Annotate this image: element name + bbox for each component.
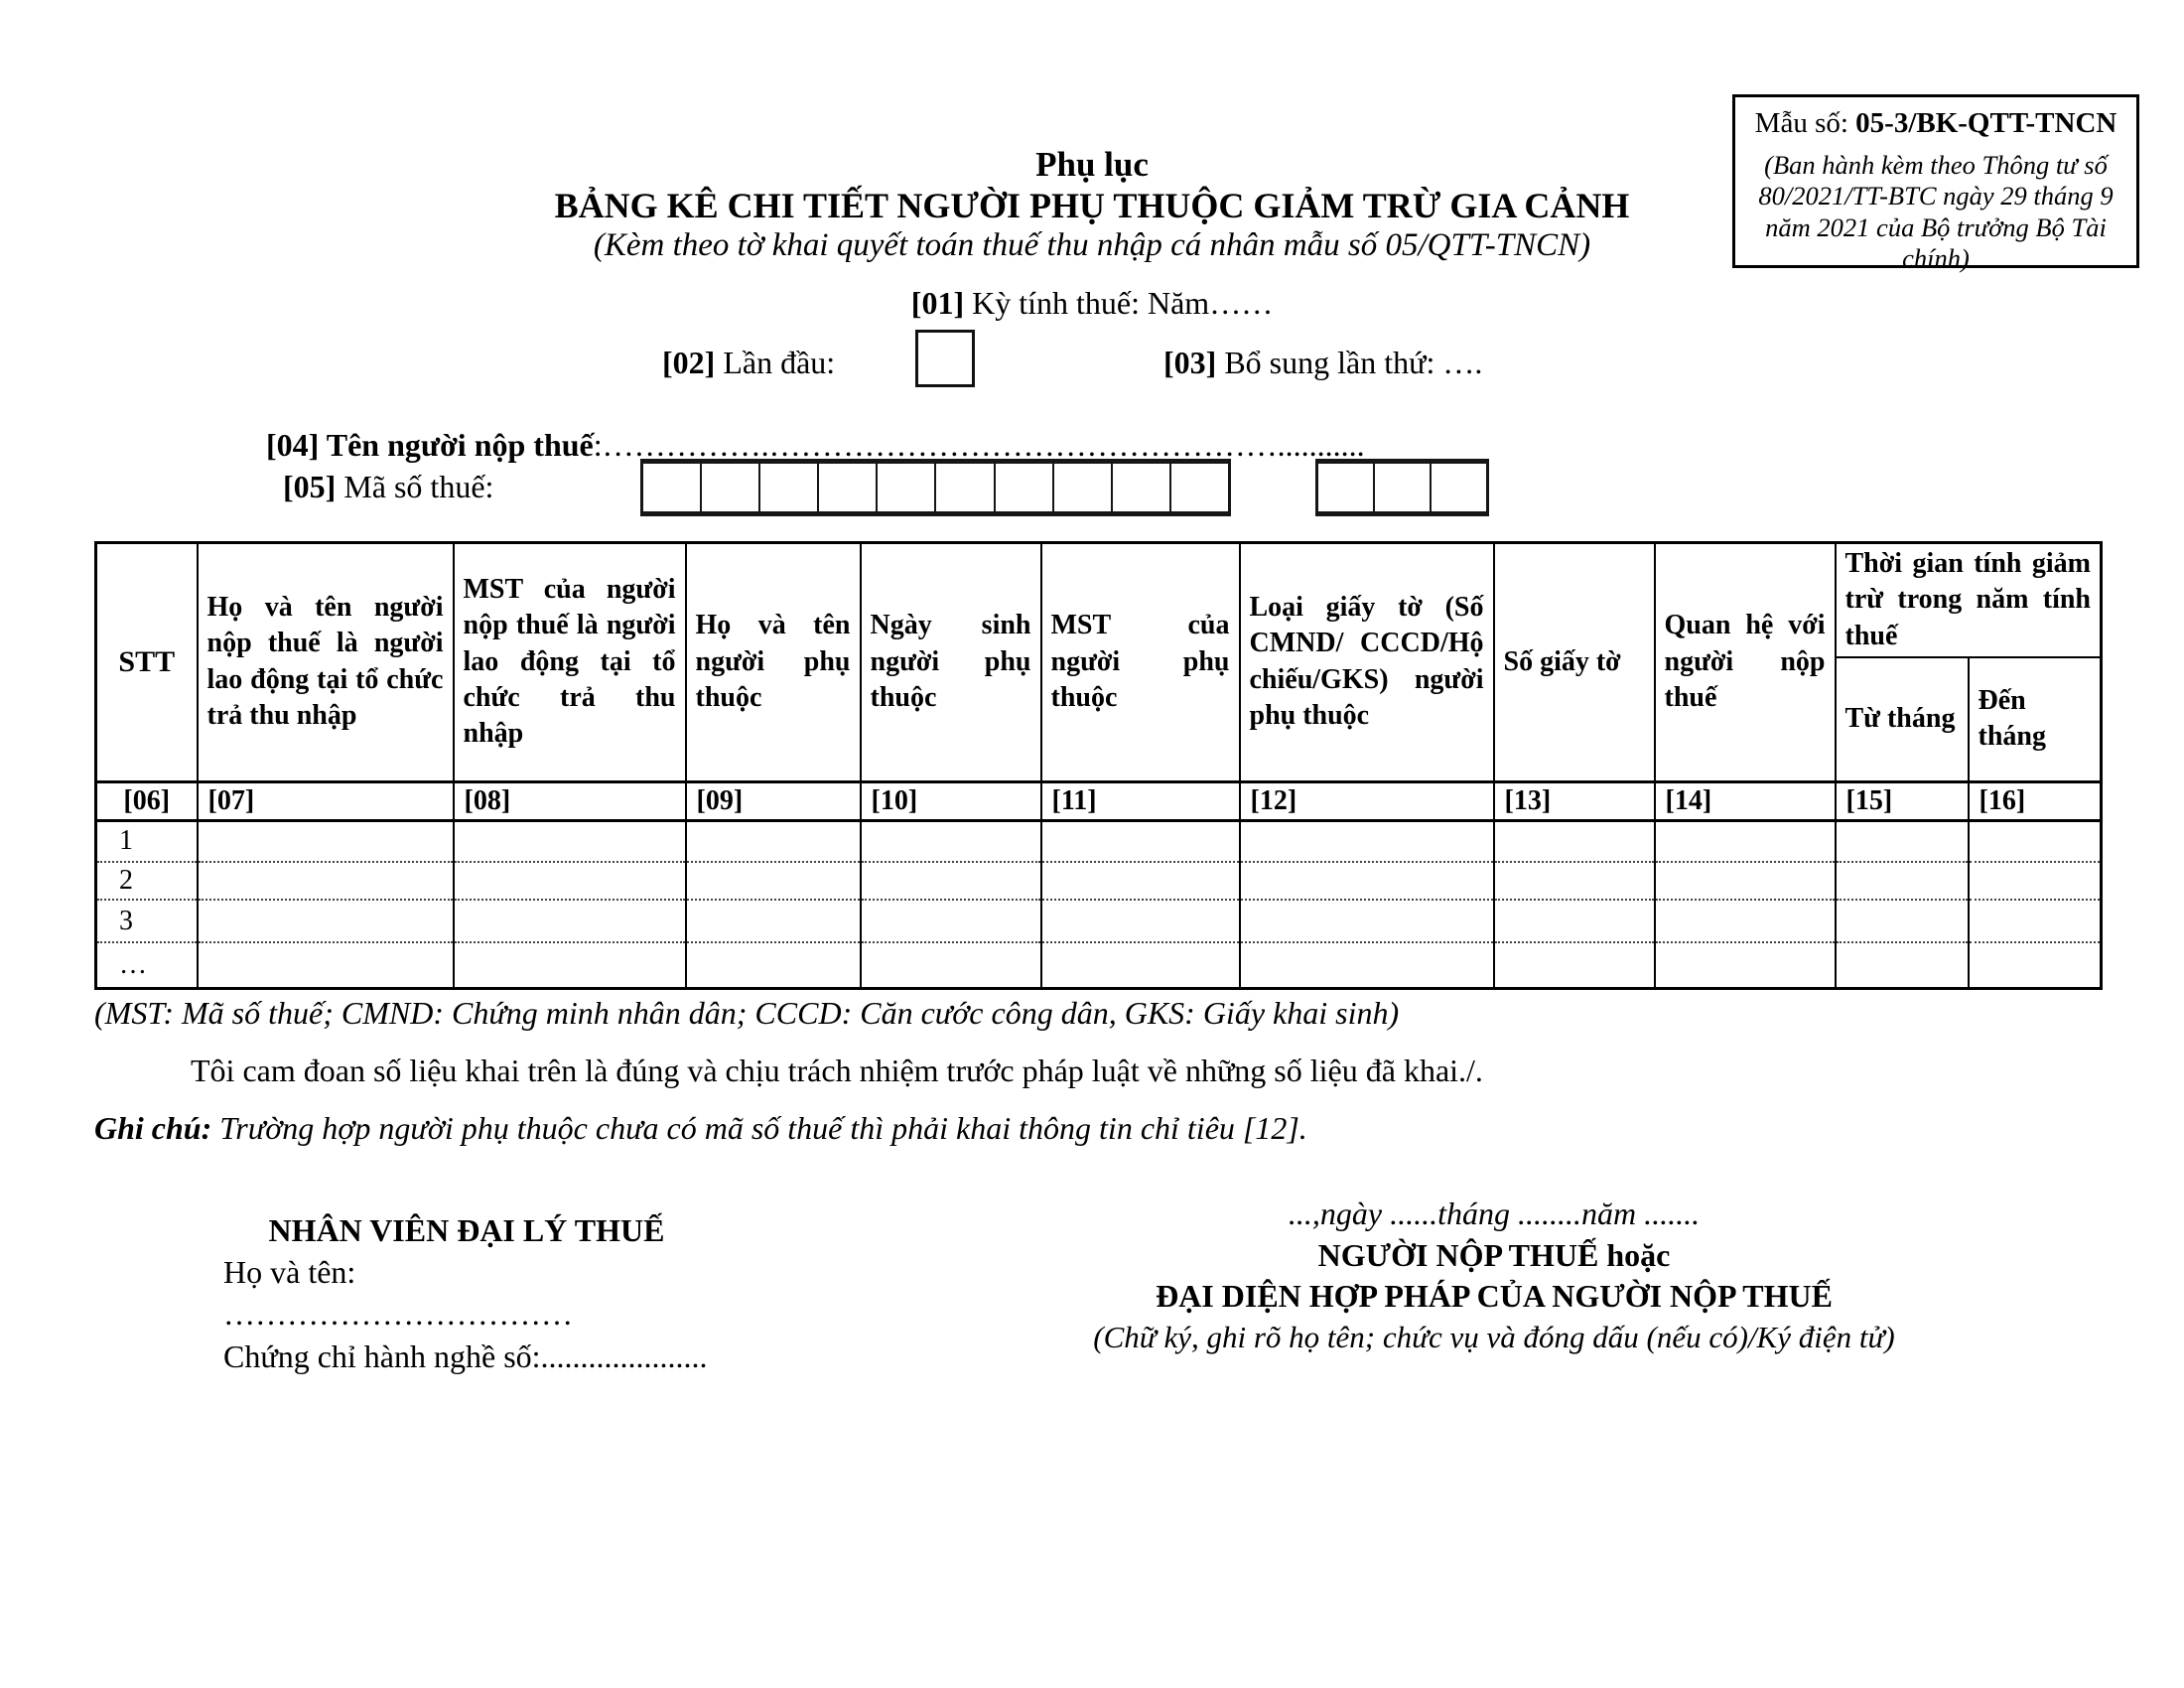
col-header-deduction-period: Thời gian tính giảm trừ trong năm tính thuế — [1836, 543, 2102, 658]
table-row — [96, 820, 2102, 862]
field-05-tax-code — [283, 469, 493, 505]
empty-cell — [454, 820, 686, 862]
tax-id-cell[interactable] — [702, 464, 760, 511]
empty-cell — [861, 820, 1041, 862]
abbreviations-note: (MST: Mã số thuế; CMND: Chứng minh nhân dân; CCCD: Căn cước công dân, GKS: Giấy khai sinh) — [94, 995, 1400, 1031]
tax-agent-title: NHÂN VIÊN ĐẠI LÝ THUẾ — [268, 1212, 665, 1248]
empty-cell — [1240, 942, 1494, 988]
tax-id-cell[interactable] — [1054, 464, 1113, 511]
ghi-chu-label: Ghi chú: — [94, 1110, 212, 1146]
table-row — [96, 900, 2102, 942]
field-03-label: Bổ sung lần thứ: …. — [1216, 345, 1483, 380]
signature-instruction-note: (Chữ ký, ghi rõ họ tên; chức vụ và đóng dấu (nếu có)/Ký điện tử) — [1093, 1319, 1895, 1354]
empty-cell — [1041, 942, 1240, 988]
empty-cell — [1494, 942, 1655, 988]
tax-id-cell[interactable] — [936, 464, 995, 511]
row-number: 2 — [96, 862, 198, 900]
row-number: … — [96, 942, 198, 988]
code-cell: [12] — [1240, 781, 1494, 820]
empty-cell — [686, 900, 861, 942]
empty-cell — [861, 900, 1041, 942]
empty-cell — [1836, 820, 1969, 862]
empty-cell — [1836, 942, 1969, 988]
code-cell: [15] — [1836, 781, 1969, 820]
taxpayer-title-line1: NGƯỜI NỘP THUẾ hoặc — [1317, 1236, 1671, 1273]
page-subtitle: (Kèm theo tờ khai quyết toán thuế thu nhập cá nhân mẫu số 05/QTT-TNCN) — [593, 227, 1591, 263]
field-05-label: Mã số thuế: — [336, 469, 494, 504]
empty-cell — [454, 900, 686, 942]
appendix-heading: Phụ lục — [1035, 145, 1149, 184]
ghi-chu-note — [94, 1110, 1307, 1147]
tax-id-cell[interactable] — [878, 464, 936, 511]
empty-cell — [1240, 900, 1494, 942]
empty-cell — [198, 942, 454, 988]
empty-cell — [1969, 942, 2102, 988]
empty-cell — [1240, 862, 1494, 900]
table-row — [96, 862, 2102, 900]
code-cell: [07] — [198, 781, 454, 820]
field-05-code: [05] — [283, 469, 337, 504]
field-01-label: Kỳ tính thuế: Năm…… — [964, 285, 1274, 321]
col-header-from-month: Từ tháng — [1836, 657, 1969, 781]
field-01-code: [01] — [910, 285, 965, 321]
empty-cell — [1969, 900, 2102, 942]
empty-cell — [1041, 862, 1240, 900]
field-02-code: [02] — [662, 345, 716, 380]
empty-cell — [1494, 820, 1655, 862]
field-02-label: Lần đầu: — [715, 345, 836, 380]
tax-agent-cert-line: Chứng chỉ hành nghề số:..................... — [223, 1337, 708, 1374]
empty-cell — [198, 862, 454, 900]
empty-cell — [1041, 820, 1240, 862]
field-01-tax-period — [0, 285, 2184, 322]
field-04-label: [04] Tên người nộp thuế — [266, 427, 594, 463]
empty-cell — [454, 862, 686, 900]
col-header-document-number: Số giấy tờ — [1494, 543, 1655, 782]
col-header-document-type: Loại giấy tờ (Số CMND/ CCCD/Hộ chiếu/GKS) người phụ thuộc — [1240, 543, 1494, 782]
form-number-code: 05-3/BK-QTT-TNCN — [1855, 107, 2117, 139]
empty-cell — [1969, 862, 2102, 900]
field-03-code: [03] — [1163, 345, 1217, 380]
empty-cell — [1836, 900, 1969, 942]
code-cell: [11] — [1041, 781, 1240, 820]
empty-cell — [1494, 862, 1655, 900]
code-cell: [16] — [1969, 781, 2102, 820]
code-cell: [10] — [861, 781, 1041, 820]
empty-cell — [686, 820, 861, 862]
empty-cell — [1655, 862, 1836, 900]
col-header-stt: STT — [96, 543, 198, 782]
col-header-dependent-name: Họ và tên người phụ thuộc — [686, 543, 861, 782]
empty-cell — [1655, 900, 1836, 942]
dependents-table — [94, 541, 2103, 990]
empty-cell — [1969, 820, 2102, 862]
page-title: BẢNG KÊ CHI TIẾT NGƯỜI PHỤ THUỘC GIẢM TRỪ GIA CẢNH — [554, 186, 1630, 225]
row-number: 1 — [96, 820, 198, 862]
empty-cell — [454, 942, 686, 988]
col-header-dependent-dob: Ngày sinh người phụ thuộc — [861, 543, 1041, 782]
code-cell: [13] — [1494, 781, 1655, 820]
code-cell: [08] — [454, 781, 686, 820]
first-time-checkbox[interactable] — [915, 330, 975, 387]
empty-cell — [1240, 820, 1494, 862]
code-cell: [06] — [96, 781, 198, 820]
ghi-chu-text: Trường hợp người phụ thuộc chưa có mã số thuế thì phải khai thông tin chỉ tiêu [12]. — [211, 1110, 1307, 1146]
tax-id-cell[interactable] — [1375, 464, 1432, 511]
field-03-amendment — [1163, 345, 1482, 381]
col-header-dependent-mst: MST của người phụ thuộc — [1041, 543, 1240, 782]
table-row — [96, 942, 2102, 988]
signature-date-line: ...,ngày ......tháng ........năm ....... — [1288, 1196, 1701, 1231]
empty-cell — [1494, 900, 1655, 942]
form-number-label: Mẫu số: — [1754, 107, 1856, 139]
col-header-to-month: Đến tháng — [1969, 657, 2102, 781]
tax-id-cell[interactable] — [760, 464, 819, 511]
taxpayer-title-line2: ĐẠI DIỆN HỢP PHÁP CỦA NGƯỜI NỘP THUẾ — [1156, 1278, 1833, 1315]
form-number-line — [1743, 107, 2128, 140]
tax-id-cell[interactable] — [819, 464, 878, 511]
empty-cell — [686, 862, 861, 900]
code-cell: [14] — [1655, 781, 1836, 820]
tax-agent-name-line: Họ và tên: …………………………… — [223, 1254, 573, 1333]
code-cell: [09] — [686, 781, 861, 820]
tax-id-cell[interactable] — [1318, 464, 1375, 511]
empty-cell — [1836, 862, 1969, 900]
empty-cell — [686, 942, 861, 988]
col-header-relationship: Quan hệ với người nộp thuế — [1655, 543, 1836, 782]
taxpayer-signature-block — [1047, 1194, 1941, 1357]
empty-cell — [861, 862, 1041, 900]
tax-id-boxes-suffix — [1315, 459, 1489, 516]
declaration-note: Tôi cam đoan số liệu khai trên là đúng và chịu trách nhiệm trước pháp luật về những số liệu đã khai./. — [191, 1053, 1483, 1088]
empty-cell — [861, 942, 1041, 988]
tax-id-cell[interactable] — [643, 464, 702, 511]
tax-id-cell[interactable] — [1171, 464, 1228, 511]
row-number: 3 — [96, 900, 198, 942]
empty-cell — [198, 900, 454, 942]
form-issue-note: (Ban hành kèm theo Thông tư số 80/2021/TT-BTC ngày 29 tháng 9 năm 2021 của Bộ trưởng Bộ Tài chính) — [1758, 150, 2114, 273]
col-header-taxpayer-name: Họ và tên người nộp thuế là người lao động tại tổ chức trả thu nhập — [198, 543, 454, 782]
field-04-dotted-line: :…………….…………………………………………........... — [593, 427, 1365, 463]
col-header-taxpayer-mst: MST của người nộp thuế là người lao động tại tổ chức trả thu nhập — [454, 543, 686, 782]
tax-id-cell[interactable] — [1432, 464, 1486, 511]
field-02-first-time — [662, 345, 835, 381]
tax-id-cell[interactable] — [996, 464, 1054, 511]
empty-cell — [198, 820, 454, 862]
empty-cell — [1041, 900, 1240, 942]
tax-id-boxes-main — [640, 459, 1231, 516]
tax-id-cell[interactable] — [1113, 464, 1171, 511]
empty-cell — [1655, 820, 1836, 862]
empty-cell — [1655, 942, 1836, 988]
tax-agent-signature-block — [223, 1209, 710, 1377]
